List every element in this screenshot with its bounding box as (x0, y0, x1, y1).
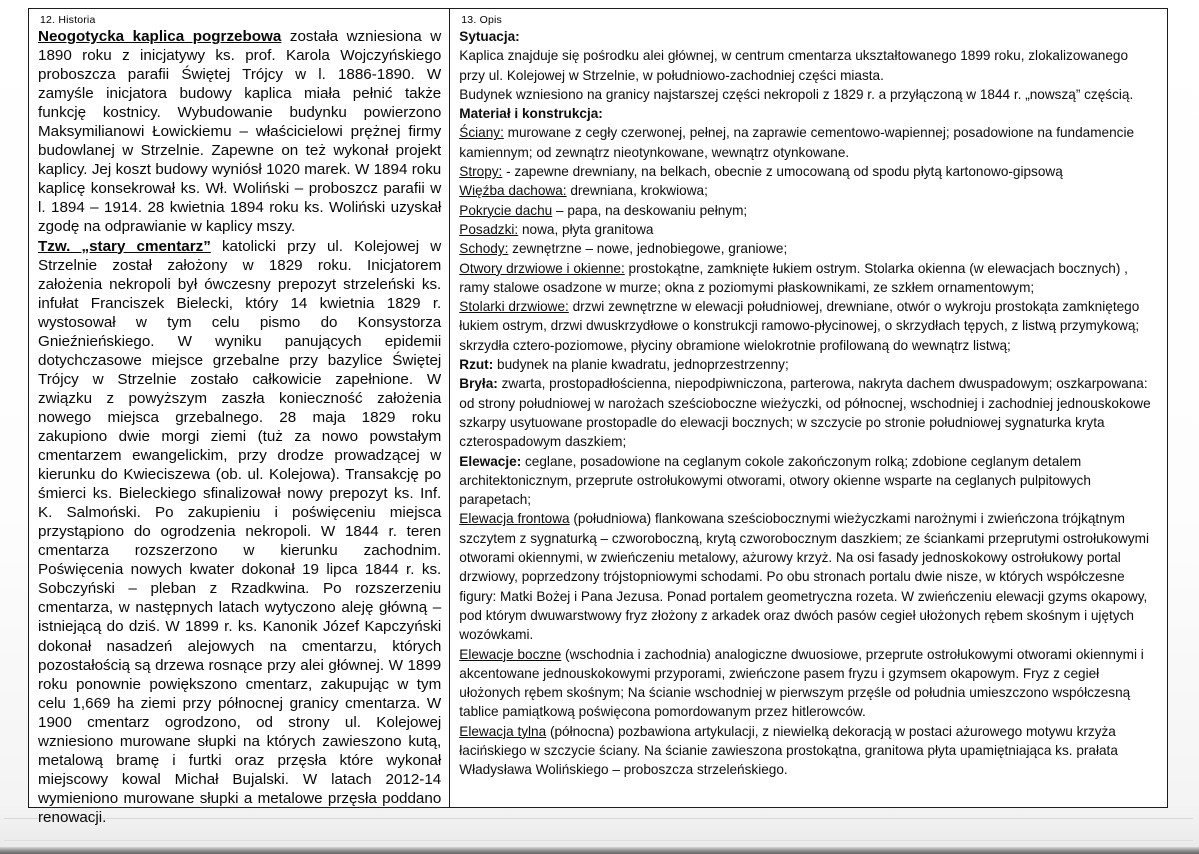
opis-entry-text: nowa, płyta granitowa (518, 221, 654, 237)
opis-entry (459, 297, 1157, 355)
opis-entry-heading: Otwory drzwiowe i okienne: (459, 260, 625, 276)
opis-text-body (459, 27, 1157, 780)
opis-entry-heading: Materiał i konstrukcja: (459, 106, 603, 122)
column-historia (29, 9, 450, 826)
opis-entry (459, 374, 1157, 451)
section-number-opis: 13. Opis (461, 14, 502, 26)
opis-entry (459, 104, 1157, 123)
opis-entry-heading: Schody: (459, 241, 509, 257)
opis-entry-heading: Elewacje boczne (459, 646, 562, 662)
opis-entry (459, 27, 1157, 46)
historia-paragraph-1 (38, 27, 441, 237)
opis-entry-text: zwarta, prostopadłościenna, niepodpiwniczona, parterowa, nakryta dachem dwuspadowym; oszkarpowana: od strony południowej w narożach sześcioboczne wieżyczki, od północnej, wschodniej i zachodniej jednouskokowe szkarpy usytuowane prostopadle do elewacji bocznych; w szczycie po stronie południowej sygnaturka kryta czterospadowym daszkiem; (459, 376, 1151, 450)
historia-lead-phrase-1: Neogotycka kaplica pogrzebowa (38, 28, 282, 45)
opis-entry-text: zewnętrzne – nowe, jednobiegowe, graniowe; (508, 241, 788, 257)
historia-paragraph-2 (38, 237, 441, 827)
record-card-frame (28, 8, 1168, 826)
opis-entry-heading: Stropy: (459, 164, 503, 180)
opis-entry (459, 239, 1157, 258)
historia-paragraph-1-text: została wzniesiona w 1890 roku z inicjatywy ks. prof. Karola Wojczyńskiego proboszcza parafii Świętej Trójcy w l. 1886-1890. W zamyśle inicjatora budowy kaplica miała pełnić także funkcję kostnicy. Wybudowanie budynku powierzono Maksymilianowi Łowickiemu – właścicielowi prężnej firmy budowlanej w Strzelnie. Zapewne on też wykonał projekt kaplicy. Jej koszt budowy wyniósł 1020 marek. W 1894 roku kaplicę konsekrował ks. Wł. Woliński – proboszcz parafii w l. 1894 – 1914. 28 kwietnia 1894 roku ks. Woliński uzyskał zgodę na odprawianie w kaplicy mszy. (38, 28, 442, 236)
opis-entry-heading: Sytuacja: (459, 29, 520, 44)
opis-entry (459, 181, 1157, 200)
opis-entry (459, 722, 1157, 780)
opis-entry-heading: Więźba dachowa: (459, 183, 567, 199)
opis-entry (459, 355, 1157, 374)
opis-entry (459, 162, 1157, 181)
opis-entry-text: drewniana, krokwiowa; (566, 183, 708, 199)
opis-entry-heading: Elewacja frontowa (459, 511, 570, 527)
opis-entry (459, 645, 1157, 722)
scan-artifact-line-2 (4, 840, 1193, 841)
historia-paragraph-2-text: katolicki przy ul. Kolejowej w Strzelnie został założony w 1829 roku. Inicjatorem założenia nekropoli był ówczesny prepozyt strzeleński ks. infułat Franciszek Bielecki, który 14 kwietnia 1829 r. wystosował w tym celu pismo do Konsystorza Gnieźnieńskiego. W wyniku panujących epidemii dotychczasowe miejsce grzebalne przy bazylice Świętej Trójcy w Strzelnie zostało całkowicie zapełnione. W związku z powyższym zaszła konieczność założenia nowego miejsca grzebalnego. 28 maja 1829 roku zakupiono dwie morgi ziemi (tuż za nowo powstałym cmentarzem ewangelickim, przy drodze prowadzącej w kierunku do Kwieciszewa (ob. ul. Kolejowa). Transakcję po śmierci ks. Bieleckiego sfinalizował nowy prepozyt ks. Inf. K. Salmoński. Po zakupieniu i poświęceniu miejsca przystąpiono do ogrodzenia nekropoli. W 1844 r. teren cmentarza rozszerzono w kierunku zachodnim. Poświęcenia nowych kwater dokonał 19 lipca 1844 r. ks. Sobczyński – pleban z Rzadkwina. Po rozszerzeniu cmentarza, w następnych latach wytyczono aleję główną – istniejącą do dziś. W 1899 r. ks. Kanonik Józef Kapczyński dokonał nasadzeń alejowych na cmentarzu, których pozostałością są drzewa rosnące przy alei głównej. W 1899 roku ponownie powiększono cmentarz, zakupując w tym celu 1,669 ha ziemi przy północnej granicy cmentarza. W 1900 cmentarz ogrodzono, od strony ul. Kolejowej wzniesiono murowane słupki na których zawieszono kutą, metalową bramę i furtki oraz przęsła które wykonał miejscowy kowal Michał Bujalski. W latach 2012-14 wymieniono murowane słupki a metalowe przęsła poddano renowacji. (38, 237, 442, 826)
opis-entry-text: prostokątne, zamknięte łukiem ostrym. Stolarka okienna (w elewacjach bocznych) , ramy stalowe osadzone w murze; okna z poziomymi płaskownikami, ze szkłem ornamentowym; (459, 260, 1128, 295)
opis-entry-heading: Elewacja tylna (459, 723, 547, 739)
scan-bottom-edge (0, 847, 1199, 854)
opis-entry-heading: Pokrycie dachu (459, 202, 553, 218)
column-opis (450, 9, 1167, 807)
section-number-historia: 12. Historia (40, 14, 96, 26)
opis-entry-text: – papa, na deskowaniu pełnym; (552, 202, 748, 218)
opis-entry (459, 452, 1157, 510)
opis-entry (459, 85, 1157, 104)
opis-entry (459, 220, 1157, 239)
historia-lead-phrase-2: Tzw. „stary cmentarz” (38, 237, 211, 255)
opis-entry (459, 123, 1157, 162)
opis-entry-text: murowane z cegły czerwonej, pełnej, na zaprawie cementowo-wapiennej; posadowione na fundamencie kamiennym; od zewnątrz nieotynkowane, wewnątrz otynkowane. (459, 125, 1135, 160)
opis-entry-text: Kaplica znajduje się pośrodku alei głównej, w centrum cmentarza ukształtowanego 1899 roku, zlokalizowanego przy ul. Kolejowej w Strzelnie, w południowo-zachodniej części miasta. (459, 48, 1129, 83)
opis-entry-text: drzwi zewnętrzne w elewacji południowej, drewniane, otwór o wykroju prostokąta zamkniętego łukiem ostrym, drzwi dwuskrzydłowe o konstrukcji ramowo-płycinowej, o skrzydłach tępych, z listwą przymykową; skrzydła cztero-poziomowe, płyciny obramione wielokrotnie profilowaną do wewnątrz listwą; (459, 299, 1140, 353)
opis-entry (459, 201, 1157, 220)
opis-entry-text: budynek na planie kwadratu, jednoprzestrzenny; (493, 357, 789, 373)
opis-entry (459, 259, 1157, 298)
opis-entry-text: (południowa) flankowana sześciobocznymi wieżyczkami narożnymi i zwieńczona trójkątnym szczytem z sygnaturką – czworoboczną, krytą czworobocznym daszkiem; ze ściankami przeprutymi ostrołukowymi otworami okiennymi, w zwieńczeniu metalowy, ażurowy krzyż. Na osi fasady jednoskokowy ostrołukowy portal drzwiowy, poprzedzony trójstopniowymi schodami. Po obu stronach portalu dwie nisze, w których współczesne figury: Matki Bożej i Pana Jezusa. Ponad portalem geometryczna rozeta. W zwieńczeniu elewacji gzyms okapowy, pod którym dwuwarstwowy fryz złożony z arkadek oraz dwóch pasów cegieł ułożonych rębem skośnym i ujętych wozówkami. (459, 511, 1149, 643)
opis-entry (459, 509, 1157, 644)
opis-entry-text: - zapewne drewniany, na belkach, obecnie z umocowaną od spodu płytą kartonowo-gipsową (502, 164, 1063, 180)
opis-entry (459, 46, 1157, 85)
opis-entry-text: Budynek wzniesiono na granicy najstarszej części nekropoli z 1829 r. a przyłączoną w 1844 r. „nowszą” częścią. (459, 86, 1134, 102)
opis-entry-heading: Posadzki: (459, 221, 519, 237)
opis-entry-heading: Stolarki drzwiowe: (459, 299, 569, 315)
opis-entry-heading: Elewacje: (459, 453, 522, 469)
opis-entry-text: ceglane, posadowione na ceglanym cokole zakończonym rolką; zdobione ceglanym detalem architektonicznym, przeprute ostrołukowymi otworami, otwory okienne wsparte na ceglanych pulpitowych parapetach; (459, 453, 1091, 508)
opis-entry-heading: Bryła: (459, 376, 498, 392)
opis-entry-text: (północna) pozbawiona artykulacji, z niewielką dekoracją w postaci ażurowego motywu krzyża łacińskiego w szczycie ściany. Na ścianie zawieszona prostokątna, granitowa płyta upamiętniająca ks. prałata Władysława Wolińskiego – proboszcza strzeleńskiego. (459, 723, 1118, 778)
opis-entry-heading: Ściany: (459, 125, 504, 141)
opis-entry-text: (wschodnia i zachodnia) analogiczne dwuosiowe, przeprute ostrołukowymi otworami okiennymi i akcentowane jednouskokowymi przyporami, zwieńczone pasem fryzu i gzymsem okapowym. Fryz z cegieł ułożonych rębem skośnym; Na ścianie wschodniej w pierwszym przęśle od południa umieszczono współczesną tablice pamiątkową poświęcona pomordowanym przez hitlerowców. (459, 646, 1144, 720)
historia-text-body (38, 27, 441, 827)
opis-entry-heading: Rzut: (459, 357, 494, 373)
